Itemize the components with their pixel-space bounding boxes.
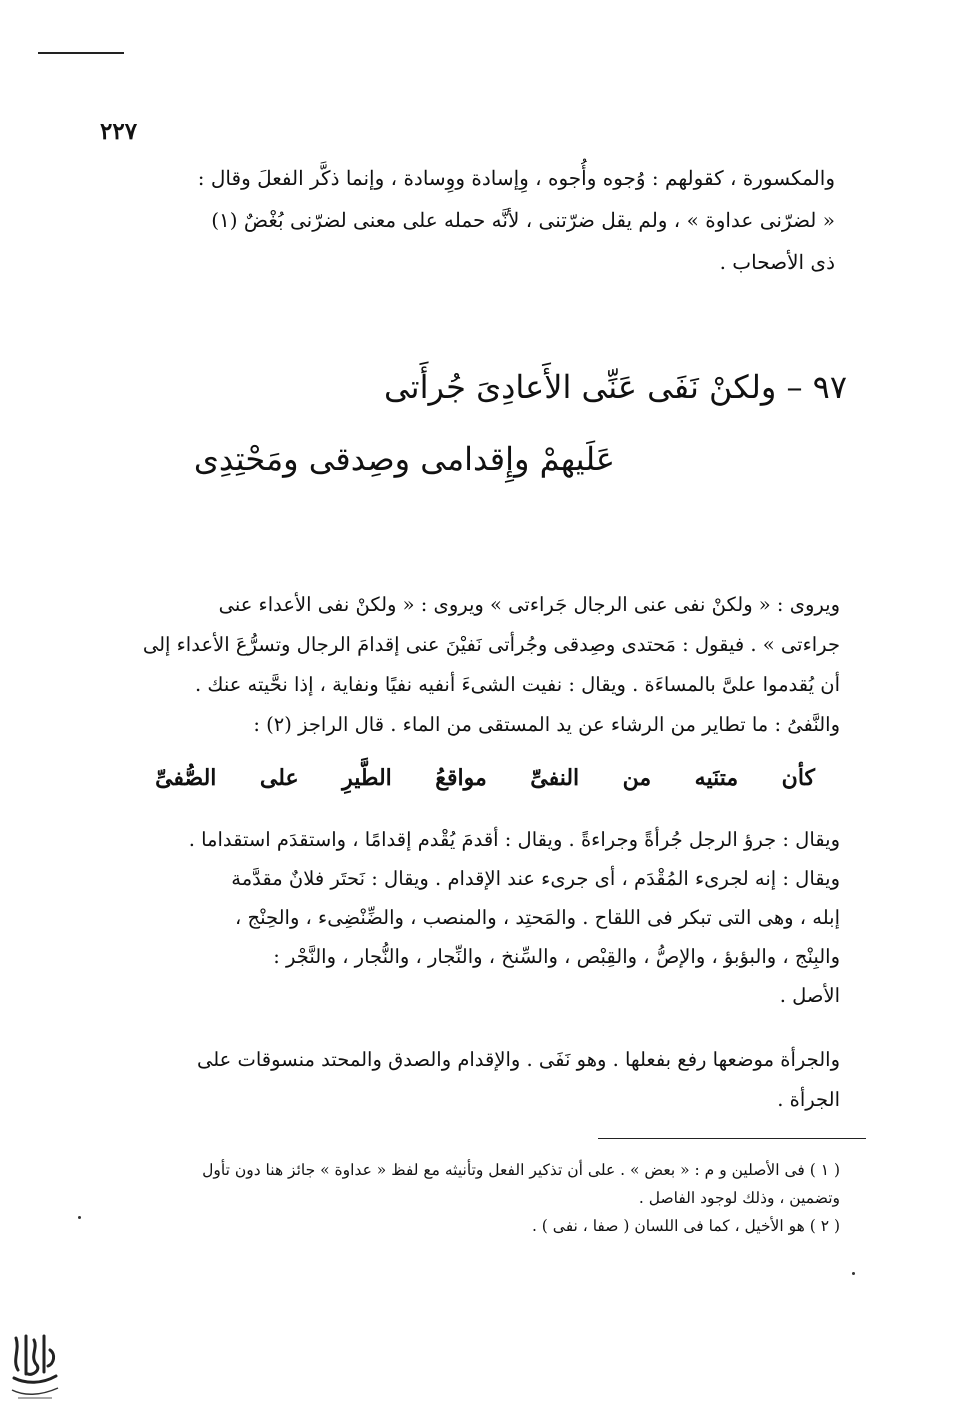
paragraph-line: « لضرّنى عداوة » ، ولم يقل ضرّتنى ، لأنَّه حمله على معنى لضرّنى بُغْضٌ (١) bbox=[211, 208, 835, 232]
paragraph-line: جراءتى » . فيقول : مَحتدى وصِدقى وجُرأتى نَفيْنَ عنى إقدامَ الرجال وتسرُّعَ الأعداء إلى bbox=[142, 633, 840, 656]
footnote-line: وتضمين ، وذلك لوجود الفاصل . bbox=[638, 1189, 840, 1207]
paragraph-line: ويقال : جرؤ الرجل جُرأةً وجراءةً . ويقال : أقدمَ يُقْدم إقدامًا ، واستقدَم استقداما . bbox=[188, 828, 840, 851]
rajaz-poem-line bbox=[155, 765, 815, 791]
paragraph-line: ويروى : « ولكنْ نفى عنى الرجال جَراءتى » ويروى : « ولكنْ نفى الأعداء عنى bbox=[218, 593, 840, 616]
verse-line-2: عَلَيهمْ وإِقدامى وصِدقى ومَحْتِدِى bbox=[193, 440, 615, 478]
poem-word: كأن bbox=[781, 765, 815, 791]
paragraph-line: والمكسورة ، كقولهم : وُجوه وأُجوه ، وِإسادة ووِسادة ، وإنما ذكَّر الفعلَ وقال : bbox=[197, 166, 835, 190]
scan-speck bbox=[78, 1216, 81, 1219]
footnote-rule bbox=[598, 1138, 866, 1139]
poem-word: مواقعُ bbox=[435, 765, 487, 791]
paragraph-line: الأصل . bbox=[779, 984, 840, 1007]
poem-word: من bbox=[622, 765, 652, 791]
paragraph-line: الجرأة . bbox=[777, 1088, 840, 1111]
top-rule bbox=[38, 52, 124, 54]
paragraph-line: والبِنْج ، والبؤبؤ ، والإصُّ ، والقِبْص ، والسِّنخ ، والنِّجار ، والنُّجار ، والنَّجْر : bbox=[273, 945, 840, 968]
scan-speck bbox=[852, 1272, 855, 1275]
poem-word: الصُّفىِّ bbox=[155, 765, 217, 791]
page-number: ٢٢٧ bbox=[100, 118, 138, 145]
footnote-line: ( ١ ) فى الأصلين و م : « بعض » . على أن تذكير الفعل وتأنيثه مع لفظ « عداوة » جائز هنا دون تأول bbox=[202, 1161, 840, 1179]
poem-word: متنَيه bbox=[694, 765, 739, 791]
paragraph-line: أن يُقدموا علىَّ بالمساءَة . ويقال : نفيت الشىءَ أنفيه نفيًا ونفاية ، إذا نحَّيته عنك . bbox=[194, 673, 840, 696]
paragraph-line: والنَّفىُ : ما تطاير من الرشاء عن يد المستقى من الماء . قال الراجز (٢) : bbox=[253, 713, 840, 736]
paragraph-1 bbox=[100, 157, 835, 283]
poem-word: النفىِّ bbox=[530, 765, 580, 791]
footnote-line: ( ٢ ) هو الأخيل ، كما فى اللسان ( صفا ، نفى ) . bbox=[531, 1217, 840, 1235]
poem-word: الطَّيرِ bbox=[342, 765, 392, 791]
paragraph-line: ويقال : إنه لجرىء المُقْدَم ، أى جرىء عند الإقدام . ويقال : نَحتَر فلانٌ مقدَّمة bbox=[231, 867, 840, 890]
paragraph-3 bbox=[110, 820, 840, 1015]
paragraph-4 bbox=[110, 1040, 840, 1120]
footnotes bbox=[115, 1156, 840, 1240]
paragraph-2 bbox=[110, 585, 840, 745]
paragraph-line: ذى الأصحاب . bbox=[719, 250, 835, 274]
paragraph-line: إبله ، وهى التى تبكر فى اللقاح . والمَحتِد ، والمنصب ، والضِّنْضِىء ، والحِنْج ، bbox=[235, 906, 840, 929]
poem-word: على bbox=[259, 765, 299, 791]
verse-line-1: ٩٧ – ولكنْ نَفَى عَنِّى الأَعادِىَ جُرأَتى bbox=[383, 368, 847, 406]
paragraph-line: والجرأة موضعها رفع بفعلها . وهو نَفَى . والإقدام والصدق والمحتد منسوقات على bbox=[196, 1048, 840, 1071]
uploader-stamp-logo bbox=[6, 1330, 64, 1406]
